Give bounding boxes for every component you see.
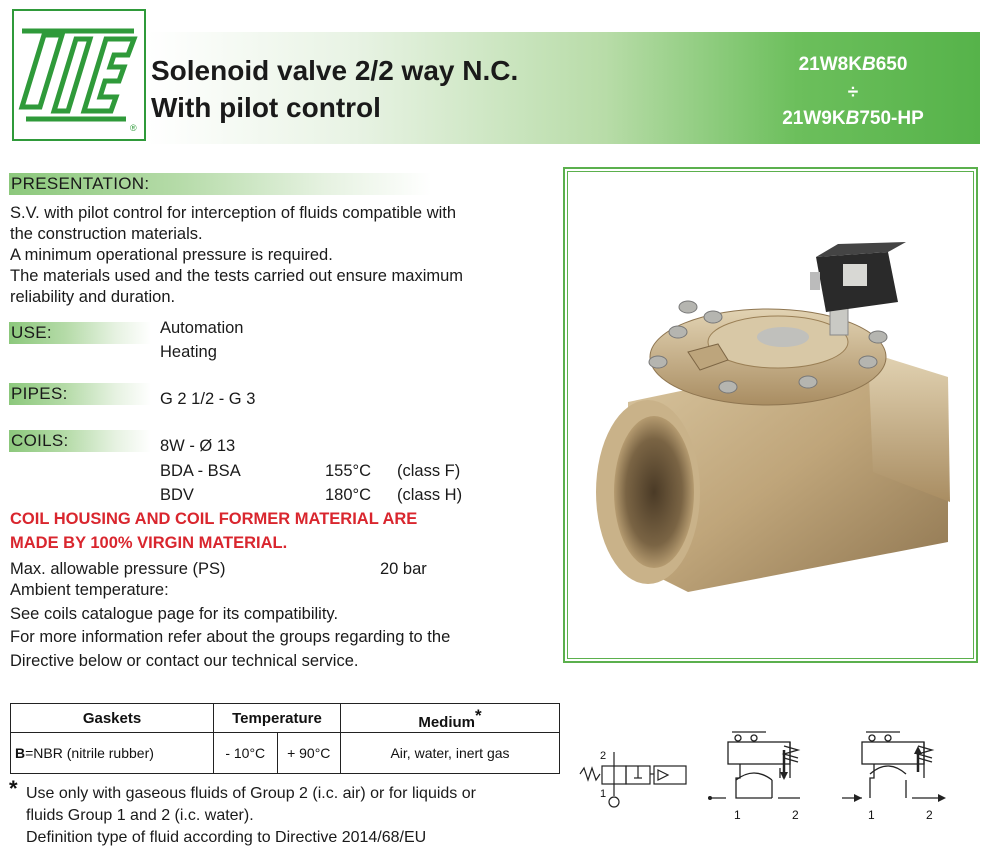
model-code-bottom-suffix: 750-HP	[859, 108, 924, 129]
open-port-2: 2	[926, 808, 933, 822]
coils-line-1: 8W - Ø 13	[160, 437, 236, 455]
header-temperature: Temperature	[214, 704, 341, 733]
table-row	[11, 733, 560, 774]
footnote-line-1: Use only with gaseous fluids of Group 2 (i.c. air) or for liquids or	[26, 785, 476, 802]
use-item-heating: Heating	[160, 343, 217, 361]
coil-class-bda: (class F)	[397, 462, 461, 480]
presentation-line-3: A minimum operational pressure is required.	[10, 246, 333, 264]
footnote-mark: *	[9, 776, 18, 801]
presentation-line-5: reliability and duration.	[10, 288, 176, 306]
cell-temp-min: - 10°C	[214, 733, 278, 774]
more-info-line-1: For more information refer about the groups regarding to the	[10, 628, 451, 646]
model-code-bottom-variant: B	[845, 108, 860, 129]
footnote-line-3: Definition type of fluid according to Directive 2014/68/EU	[26, 829, 427, 846]
symbol-port-2: 2	[600, 750, 607, 762]
cell-medium: Air, water, inert gas	[341, 733, 560, 774]
pipes-heading: PIPES:	[9, 383, 151, 405]
gasket-desc: =NBR (nitrile rubber)	[25, 745, 154, 761]
logo-graphic	[14, 11, 144, 139]
coil-temp-bda: 155°C	[325, 462, 372, 480]
header-medium	[341, 704, 560, 733]
valve-illustration	[568, 172, 973, 658]
ambient-label: Ambient temperature:	[10, 581, 169, 599]
warning-line-2: MADE BY 100% VIRGIN MATERIAL.	[10, 534, 288, 552]
gasket-table	[10, 703, 560, 774]
table-header-row	[11, 704, 560, 733]
gasket-code: B	[15, 745, 26, 761]
section-open-graphic	[840, 728, 950, 823]
closed-port-1: 1	[734, 808, 741, 822]
coil-type-bdv: BDV	[160, 486, 194, 504]
registered-mark: ®	[130, 123, 137, 133]
company-logo	[12, 9, 146, 141]
model-code-bottom	[748, 108, 958, 130]
pressure-value: 20 bar	[380, 560, 427, 578]
model-code-bottom-prefix: 21W9K	[782, 108, 846, 129]
presentation-line-4: The materials used and the tests carried out ensure maximum	[10, 267, 464, 285]
presentation-line-2: the construction materials.	[10, 225, 203, 243]
title-line-1: Solenoid valve 2/2 way N.C.	[151, 55, 519, 86]
iso-symbol-graphic	[578, 748, 690, 810]
model-code-top-prefix: 21W8K	[798, 54, 862, 75]
warning-line-1: COIL HOUSING AND COIL FORMER MATERIAL ARE	[10, 510, 418, 528]
presentation-line-1: S.V. with pilot control for interception of fluids compatible with	[10, 204, 457, 222]
closed-port-2: 2	[792, 808, 799, 822]
more-info-line-2: Directive below or contact our technical service.	[10, 652, 359, 670]
coil-type-bda: BDA - BSA	[160, 462, 241, 480]
model-code-top-suffix: 650	[875, 54, 908, 75]
symbol-port-1: 1	[600, 788, 607, 800]
section-diagram-open	[840, 728, 950, 823]
cell-gasket	[11, 733, 214, 774]
header-medium-label: Medium	[418, 713, 476, 731]
product-photo	[567, 171, 974, 659]
model-code-top-variant: B	[861, 54, 876, 75]
header-medium-mark: *	[475, 705, 482, 725]
title-line-2: With pilot control	[151, 92, 381, 123]
see-coils-text: See coils catalogue page for its compatibility.	[10, 605, 339, 623]
coils-heading: COILS:	[9, 430, 151, 452]
use-item-automation: Automation	[160, 319, 244, 337]
section-closed-graphic	[706, 728, 806, 823]
pressure-label: Max. allowable pressure (PS)	[10, 560, 226, 578]
coil-temp-bdv: 180°C	[325, 486, 372, 504]
model-code-separator: ÷	[847, 82, 859, 103]
section-diagram-closed	[706, 728, 806, 823]
gasket-table-wrapper	[10, 703, 560, 774]
cell-temp-max: + 90°C	[277, 733, 341, 774]
use-heading: USE:	[9, 322, 151, 344]
pipes-value: G 2 1/2 - G 3	[160, 390, 256, 408]
header-gaskets: Gaskets	[11, 704, 214, 733]
model-code-top	[748, 54, 958, 76]
coil-class-bdv: (class H)	[397, 486, 463, 504]
iso-valve-symbol	[578, 748, 690, 810]
presentation-heading: PRESENTATION:	[9, 173, 431, 195]
open-port-1: 1	[868, 808, 875, 822]
footnote-line-2: fluids Group 1 and 2 (i.c. water).	[26, 807, 254, 824]
